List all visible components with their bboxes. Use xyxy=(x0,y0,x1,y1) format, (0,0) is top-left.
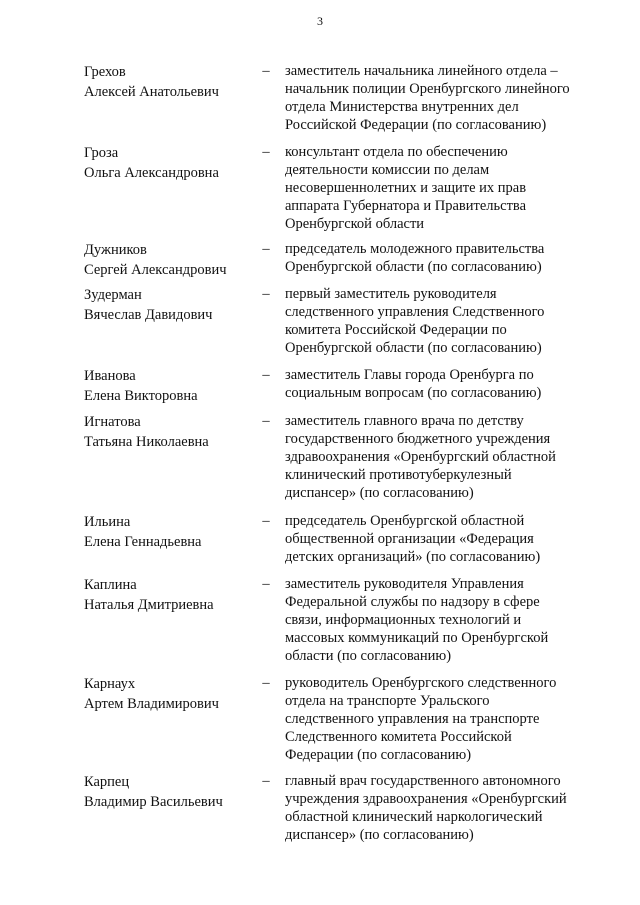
role-line: учреждения здравоохранения «Оренбургский xyxy=(285,791,567,807)
member-role xyxy=(285,575,585,665)
member-name xyxy=(84,62,254,102)
member-surname: Ильина xyxy=(84,514,131,530)
separator-dash: – xyxy=(262,241,270,257)
separator-dash: – xyxy=(262,513,270,529)
member-given-name: Артем Владимирович xyxy=(84,696,219,712)
role-line: первый заместитель руководителя xyxy=(285,286,497,302)
separator-dash: – xyxy=(262,63,270,79)
role-line: главный врач государственного автономного xyxy=(285,773,561,789)
separator-dash: – xyxy=(262,413,270,429)
member-name xyxy=(84,412,254,452)
member-given-name: Вячеслав Давидович xyxy=(84,307,213,323)
member-role xyxy=(285,772,585,844)
role-line: Федерации (по согласованию) xyxy=(285,747,472,763)
role-line: несовершеннолетних и защите их прав xyxy=(285,180,527,196)
role-line: Оренбургской области (по согласованию) xyxy=(285,259,542,275)
role-line: заместитель главного врача по детству xyxy=(285,413,524,429)
member-surname: Зудерман xyxy=(84,287,142,303)
role-line: председатель молодежного правительства xyxy=(285,241,545,257)
member-name xyxy=(84,674,254,714)
member-role xyxy=(285,674,585,764)
role-line: областной клинический наркологический xyxy=(285,809,543,825)
member-surname: Каплина xyxy=(84,577,137,593)
role-line: связи, информационных технологий и xyxy=(285,612,522,628)
role-line: области (по согласованию) xyxy=(285,648,452,664)
role-line: следственного управления Следственного xyxy=(285,304,545,320)
role-line: аппарата Губернатора и Правительства xyxy=(285,198,527,214)
member-given-name: Елена Викторовна xyxy=(84,388,198,404)
member-given-name: Елена Геннадьевна xyxy=(84,534,202,550)
role-line: диспансер» (по согласованию) xyxy=(285,827,474,843)
member-role xyxy=(285,512,585,566)
member-surname: Грехов xyxy=(84,64,126,80)
member-surname: Игнатова xyxy=(84,414,141,430)
member-given-name: Ольга Александровна xyxy=(84,165,219,181)
member-role xyxy=(285,285,585,357)
role-line: Федеральной службы по надзору в сфере xyxy=(285,594,540,610)
separator-dash: – xyxy=(262,367,270,383)
role-line: здравоохранения «Оренбургский областной xyxy=(285,449,556,465)
role-line: деятельности комиссии по делам xyxy=(285,162,490,178)
member-role xyxy=(285,240,585,276)
member-surname: Карпец xyxy=(84,774,130,790)
member-name xyxy=(84,366,254,406)
member-surname: Карнаух xyxy=(84,676,136,692)
separator-dash: – xyxy=(262,773,270,789)
role-line: заместитель начальника линейного отдела – xyxy=(285,63,558,79)
role-line: диспансер» (по согласованию) xyxy=(285,485,474,501)
member-given-name: Алексей Анатольевич xyxy=(84,84,219,100)
member-role xyxy=(285,366,585,402)
member-surname: Гроза xyxy=(84,145,119,161)
member-surname: Дужников xyxy=(84,242,147,258)
member-name xyxy=(84,772,254,812)
separator-dash: – xyxy=(262,144,270,160)
member-name xyxy=(84,143,254,183)
role-line: следственного управления на транспорте xyxy=(285,711,540,727)
member-name xyxy=(84,285,254,325)
role-line: консультант отдела по обеспечению xyxy=(285,144,508,160)
role-line: отдела на транспорте Уральского xyxy=(285,693,490,709)
separator-dash: – xyxy=(262,286,270,302)
separator-dash: – xyxy=(262,576,270,592)
role-line: массовых коммуникаций по Оренбургской xyxy=(285,630,549,646)
member-given-name: Сергей Александрович xyxy=(84,262,227,278)
role-line: Оренбургской области xyxy=(285,216,425,232)
role-line: заместитель руководителя Управления xyxy=(285,576,524,592)
role-line: Российской Федерации (по согласованию) xyxy=(285,117,547,133)
member-role xyxy=(285,143,585,233)
page-number: 3 xyxy=(317,14,323,28)
role-line: клинический противотуберкулезный xyxy=(285,467,512,483)
member-name xyxy=(84,240,254,280)
role-line: заместитель Главы города Оренбурга по xyxy=(285,367,534,383)
role-line: отдела Министерства внутренних дел xyxy=(285,99,519,115)
member-name xyxy=(84,512,254,552)
role-line: Следственного комитета Российской xyxy=(285,729,512,745)
member-given-name: Наталья Дмитриевна xyxy=(84,597,214,613)
role-line: государственного бюджетного учреждения xyxy=(285,431,551,447)
role-line: Оренбургской области (по согласованию) xyxy=(285,340,542,356)
role-line: руководитель Оренбургского следственного xyxy=(285,675,557,691)
member-given-name: Татьяна Николаевна xyxy=(84,434,209,450)
role-line: начальник полиции Оренбургского линейного xyxy=(285,81,570,97)
role-line: детских организаций» (по согласованию) xyxy=(285,549,541,565)
role-line: председатель Оренбургской областной xyxy=(285,513,525,529)
member-given-name: Владимир Васильевич xyxy=(84,794,223,810)
role-line: социальным вопросам (по согласованию) xyxy=(285,385,542,401)
member-role xyxy=(285,412,585,502)
role-line: общественной организации «Федерация xyxy=(285,531,534,547)
member-role xyxy=(285,62,585,134)
member-surname: Иванова xyxy=(84,368,136,384)
member-name xyxy=(84,575,254,615)
role-line: комитета Российской Федерации по xyxy=(285,322,507,338)
separator-dash: – xyxy=(262,675,270,691)
